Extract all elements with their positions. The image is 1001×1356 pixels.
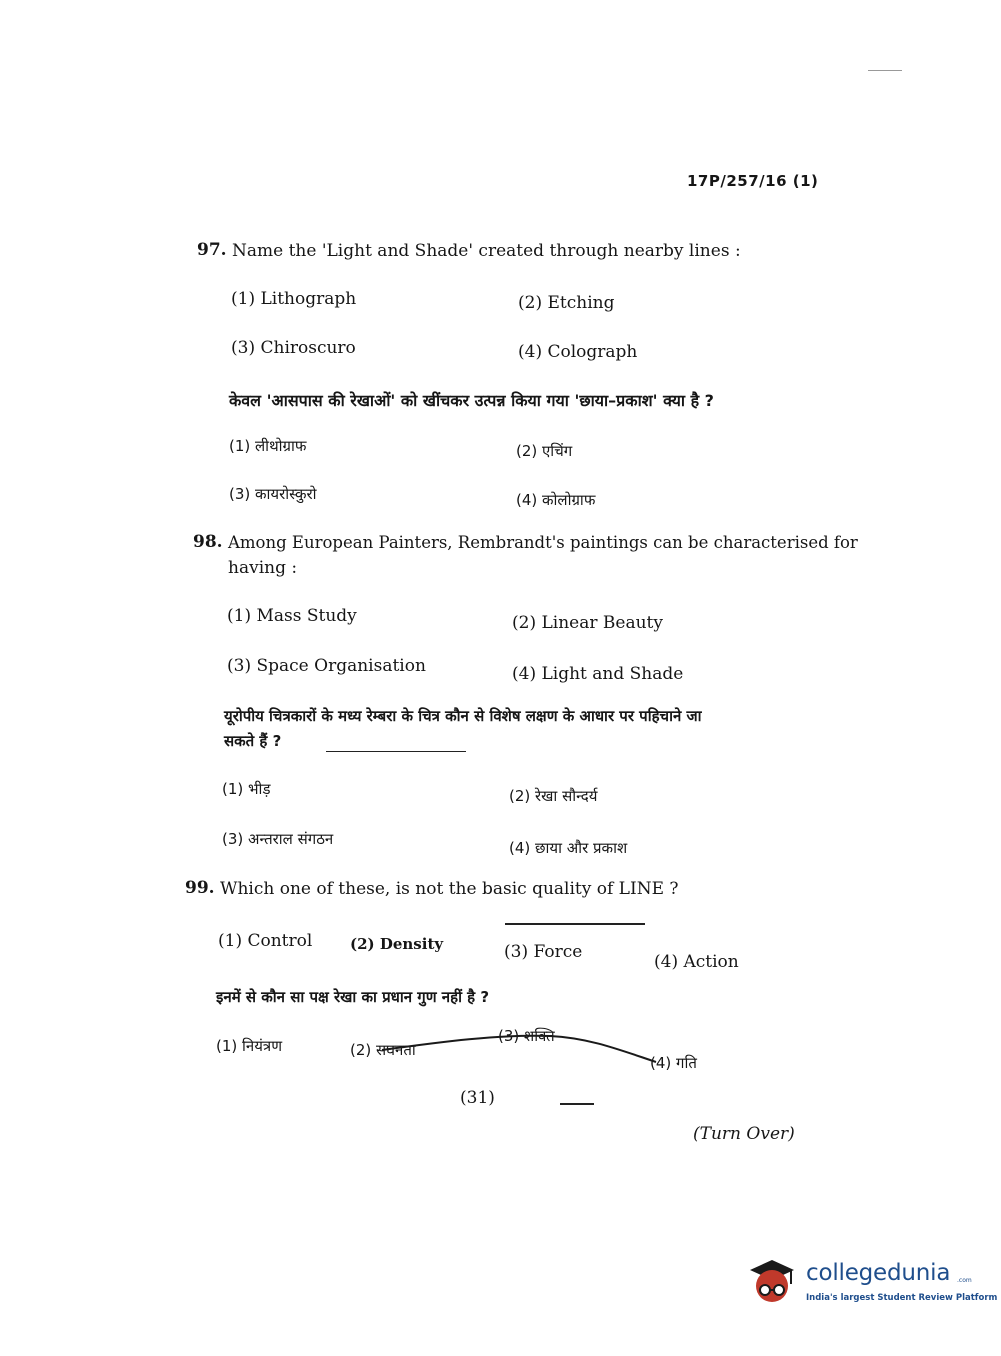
hindi-question-text-line-2: सकते हैं ? [224, 732, 282, 750]
question-number: 98. [193, 532, 223, 552]
hindi-question-text: इनमें से कौन सा पक्ष रेखा का प्रधान गुण नहीं है ? [216, 988, 490, 1006]
hindi-option-2: (2) सघनता [350, 1041, 416, 1059]
question-number: 97. [197, 240, 227, 260]
top-rule [868, 70, 902, 71]
hindi-option-2: (2) रेखा सौन्दर्य [509, 787, 598, 805]
question-text-line-2: having : [228, 558, 298, 578]
hindi-option-3: (3) शक्ति [498, 1027, 555, 1045]
pen-mark [326, 751, 466, 752]
option-2: (2) Linear Beauty [512, 613, 663, 633]
option-2: (2) Etching [518, 293, 615, 313]
turn-over-note: (Turn Over) [693, 1124, 795, 1144]
hindi-option-1: (1) भीड़ [222, 780, 271, 798]
option-3: (3) Chiroscuro [231, 338, 356, 358]
hindi-option-1: (1) लीथोग्राफ [229, 437, 307, 455]
hindi-option-1: (1) नियंत्रण [216, 1037, 283, 1055]
option-4: (4) Action [654, 952, 739, 972]
hindi-question-text: केवल 'आसपास की रेखाओं' को खींचकर उत्पन्न किया गया 'छाया–प्रकाश' क्या है ? [229, 391, 714, 410]
option-4: (4) Light and Shade [512, 664, 684, 684]
option-4: (4) Colograph [518, 342, 638, 362]
page-number: (31) [460, 1088, 495, 1108]
pen-mark [505, 923, 645, 925]
hindi-option-4: (4) कोलोग्राफ [516, 491, 596, 509]
footer-mark [560, 1103, 594, 1105]
option-2: (2) Density [350, 935, 444, 953]
hindi-option-4: (4) छाया और प्रकाश [509, 839, 628, 857]
pen-stroke [380, 1028, 660, 1068]
question-number: 99. [185, 878, 215, 898]
hindi-option-3: (3) अन्तराल संगठन [222, 830, 334, 848]
paper-code: 17P/257/16 (1) [687, 172, 819, 190]
hindi-question-text-line-1: यूरोपीय चित्रकारों के मध्य रेम्बरा के चित्र कौन से विशेष लक्षण के आधार पर पहिचाने जा [224, 707, 702, 725]
option-3: (3) Force [504, 942, 583, 962]
brand-name: collegedunia [806, 1260, 951, 1286]
hindi-option-3: (3) कायरोस्कुरो [229, 485, 317, 503]
option-1: (1) Lithograph [231, 289, 357, 309]
mascot-icon [742, 1252, 802, 1312]
hindi-option-2: (2) एचिंग [516, 442, 573, 460]
question-text: Which one of these, is not the basic quality of LINE ? [220, 879, 679, 899]
hindi-option-4: (4) गति [650, 1054, 697, 1072]
option-1: (1) Mass Study [227, 606, 357, 626]
question-text-line-1: Among European Painters, Rembrandt's paintings can be characterised for [228, 533, 858, 552]
brand-tagline: India's largest Student Review Platform [806, 1293, 998, 1303]
question-text: Name the 'Light and Shade' created through nearby lines : [232, 241, 741, 261]
brand-suffix: .com [957, 1277, 972, 1284]
option-1: (1) Control [218, 931, 313, 951]
option-3: (3) Space Organisation [227, 656, 426, 676]
